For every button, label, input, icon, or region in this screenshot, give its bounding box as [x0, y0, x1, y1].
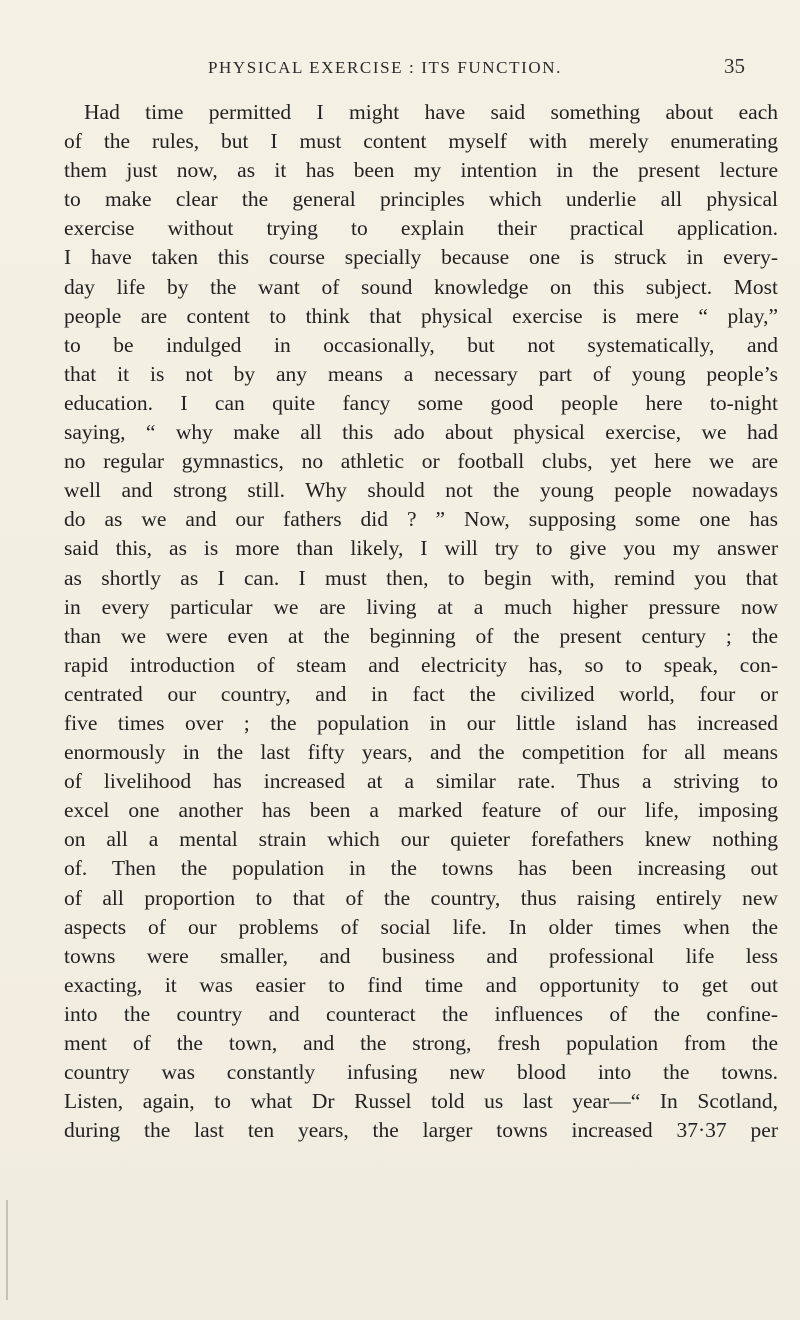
text-line: five times over ; the population in our little island has increased	[64, 710, 778, 735]
text-line: country was constantly infusing new blood into the towns.	[64, 1060, 778, 1085]
text-line: them just now, as it has been my intention in the present lecture	[64, 158, 778, 183]
text-line: towns were smaller, and business and professional life less	[64, 943, 778, 968]
text-line: exercise without trying to explain their practical application.	[64, 216, 778, 241]
text-line: of livelihood has increased at a similar rate. Thus a striving to	[64, 769, 778, 794]
body-text	[64, 98, 778, 1145]
text-line: centrated our country, and in fact the civilized world, four or	[64, 681, 778, 706]
text-line: aspects of our problems of social life. In older times when the	[64, 914, 778, 939]
text-line: do as we and our fathers did ? ” Now, supposing some one has	[64, 507, 778, 532]
text-line: exacting, it was easier to find time and opportunity to get out	[64, 972, 778, 997]
text-line: day life by the want of sound knowledge on this subject. Most	[64, 274, 778, 299]
text-line: no regular gymnastics, no athletic or football clubs, yet here we are	[64, 449, 778, 474]
text-line: enormously in the last fifty years, and the competition for all means	[64, 740, 778, 765]
text-line: education. I can quite fancy some good people here to-night	[64, 390, 778, 415]
text-line: that it is not by any means a necessary part of young people’s	[64, 361, 778, 386]
text-line: saying, “ why make all this ado about physical exercise, we had	[64, 420, 778, 445]
text-line: rapid introduction of steam and electricity has, so to speak, con-	[64, 652, 778, 677]
text-line: of all proportion to that of the country, thus raising entirely new	[64, 885, 778, 910]
text-line: well and strong still. Why should not the young people nowadays	[64, 478, 778, 503]
text-line: Listen, again, to what Dr Russel told us last year—“ In Scotland,	[64, 1089, 778, 1114]
page-number: 35	[724, 54, 745, 78]
running-header: PHYSICAL EXERCISE : ITS FUNCTION.	[208, 58, 562, 77]
text-line: of. Then the population in the towns has been increasing out	[64, 856, 778, 881]
text-line: said this, as is more than likely, I will try to give you my answer	[64, 536, 778, 561]
text-line: of the rules, but I must content myself with merely enumerating	[64, 129, 778, 154]
text-line: excel one another has been a marked feature of our life, imposing	[64, 798, 778, 823]
text-line: people are content to think that physical exercise is mere “ play,”	[64, 303, 778, 328]
text-line: I have taken this course specially because one is struck in every-	[64, 245, 778, 270]
text-line: during the last ten years, the larger towns increased 37·37 per	[64, 1118, 778, 1143]
text-line: in every particular we are living at a much higher pressure now	[64, 594, 778, 619]
text-line: to make clear the general principles which underlie all physical	[64, 187, 778, 212]
text-line: on all a mental strain which our quieter forefathers knew nothing	[64, 827, 778, 852]
text-line: than we were even at the beginning of the present century ; the	[64, 623, 778, 648]
text-line: into the country and counteract the influences of the confine-	[64, 1001, 778, 1026]
text-line: as shortly as I can. I must then, to begin with, remind you that	[64, 565, 778, 590]
page-edge-shadow	[6, 1200, 8, 1300]
text-line: Had time permitted I might have said something about each	[84, 100, 778, 124]
text-line: to be indulged in occasionally, but not systematically, and	[64, 332, 778, 357]
text-line: ment of the town, and the strong, fresh population from the	[64, 1031, 778, 1055]
